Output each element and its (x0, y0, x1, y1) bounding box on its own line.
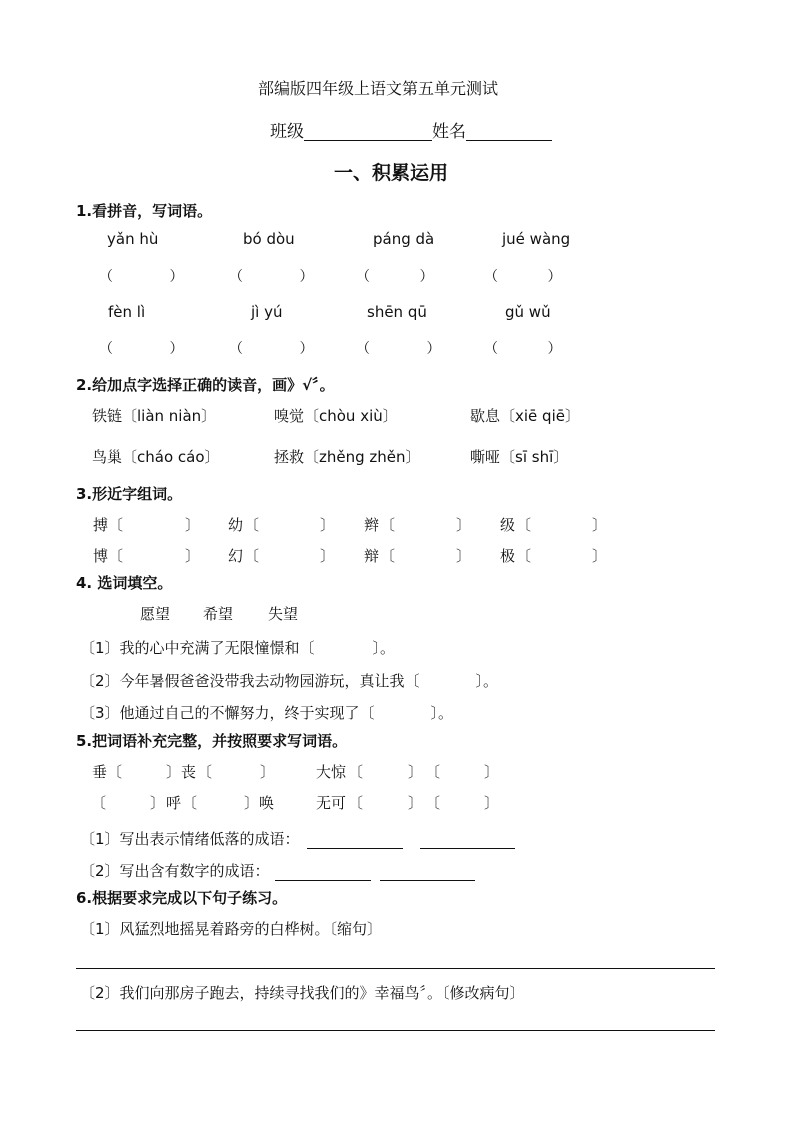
pinyin-7: shēn qū (367, 303, 427, 321)
q3-paren-close: 〕 (592, 516, 608, 534)
q5-word-1: 垂 (92, 763, 108, 781)
q3-paren-close: 〕 (456, 516, 472, 534)
q2-item-5[interactable]: 拯救〔zhěng zhěn〕 (274, 448, 421, 466)
q3-char-2: 幼 (228, 516, 244, 534)
q3-char-7: 辩 (364, 547, 380, 565)
q5-word-5: 唤 (259, 794, 275, 812)
q4-s2-end: 〕。 (475, 672, 499, 690)
q5-paren-open[interactable]: 〔 (348, 794, 364, 812)
q5-paren-close: 〕 (408, 763, 424, 781)
q5-word-2: 丧 (181, 763, 197, 781)
q4-sentence-2 (80, 674, 498, 689)
q4-s1-text: 〔1〕我的心中充满了无限憧憬和〔 (80, 639, 315, 657)
q3-char-1: 搏 (93, 516, 109, 534)
q3-paren-close: 〕 (456, 547, 472, 565)
pinyin-5: fèn lì (108, 303, 146, 321)
q6-sub-1: 〔1〕风猛烈地摇晃着路旁的白桦树。〔缩句〕 (80, 920, 383, 938)
q4-heading: 4. 选词填空。 (76, 574, 173, 592)
q5-sub-2-blank-1[interactable] (275, 880, 371, 881)
q3-paren-open[interactable]: 〔 (108, 516, 124, 534)
answer-box-7[interactable]: （ ） (356, 341, 441, 357)
q3-paren-open[interactable]: 〔 (516, 516, 532, 534)
answer-box-1[interactable]: （ ） (99, 269, 184, 285)
q5-paren-close: 〕 (408, 794, 424, 812)
pinyin-8: gǔ wǔ (505, 303, 551, 321)
q1-heading: 1.看拼音，写词语。 (76, 202, 213, 220)
q5-paren-close: 〕 (260, 763, 276, 781)
name-label: 姓名 (432, 122, 466, 142)
answer-box-8[interactable]: （ ） (484, 341, 562, 357)
q2-item-1[interactable]: 铁链〔liàn niàn〕 (92, 407, 217, 425)
q5-paren-open[interactable]: 〔 (348, 763, 364, 781)
q5-sub-2-blank-2[interactable] (380, 880, 475, 881)
q5-paren-close: 〕 (150, 794, 166, 812)
q5-word-6: 无可 (316, 794, 347, 812)
answer-box-2[interactable]: （ ） (229, 269, 314, 285)
pinyin-3: páng dà (373, 230, 435, 248)
q4-option-1: 愿望 (140, 605, 171, 623)
q5-sub-2: 〔2〕写出含有数字的成语： (80, 862, 270, 880)
q6-answer-line-1[interactable] (76, 968, 715, 969)
q3-paren-close: 〕 (320, 547, 336, 565)
answer-box-5[interactable]: （ ） (99, 341, 184, 357)
q4-sentence-3 (80, 706, 453, 721)
q4-option-3: 失望 (268, 605, 299, 623)
q5-paren-close: 〕 (484, 763, 500, 781)
q5-word-4: 呼 (166, 794, 182, 812)
q3-char-3: 辫 (364, 516, 380, 534)
q3-paren-open[interactable]: 〔 (380, 547, 396, 565)
q4-s3-end: 〕。 (430, 704, 454, 722)
q2-item-4[interactable]: 鸟巢〔cháo cáo〕 (92, 448, 220, 466)
pinyin-6: jì yú (251, 303, 283, 321)
q2-item-3[interactable]: 歇息〔xiē qiē〕 (470, 407, 580, 425)
q3-char-6: 幻 (228, 547, 244, 565)
q5-paren-open[interactable]: 〔 (107, 763, 123, 781)
q2-item-6[interactable]: 嘶哑〔sī shī〕 (470, 448, 569, 466)
q3-paren-open[interactable]: 〔 (244, 547, 260, 565)
q3-paren-open[interactable]: 〔 (380, 516, 396, 534)
q6-sub-2: 〔2〕我们向那房子跑去，持续寻找我们的》幸福鸟〞。〔修改病句〕 (80, 984, 525, 1002)
q5-paren-open[interactable]: 〔 (197, 763, 213, 781)
q5-paren-open[interactable]: 〔 (425, 763, 441, 781)
q2-heading: 2.给加点字选择正确的读音，画》√〞。 (76, 376, 335, 394)
q4-option-2: 希望 (203, 605, 234, 623)
pinyin-2: bó dòu (243, 230, 295, 248)
q4-s1-end: 〕。 (372, 639, 396, 657)
q5-heading: 5.把词语补充完整，并按照要求写词语。 (76, 732, 348, 750)
q5-paren-close: 〕 (484, 794, 500, 812)
section-heading: 一、积累运用 (334, 162, 449, 184)
answer-box-3[interactable]: （ ） (356, 269, 434, 285)
name-blank[interactable] (466, 125, 552, 141)
q3-char-5: 博 (93, 547, 109, 565)
q4-s3-text: 〔3〕他通过自己的不懈努力，终于实现了〔 (80, 704, 375, 722)
q3-paren-close: 〕 (592, 547, 608, 565)
q4-sentence-1 (80, 641, 395, 656)
class-label: 班级 (270, 122, 304, 142)
q3-paren-open[interactable]: 〔 (244, 516, 260, 534)
q4-s2-text: 〔2〕今年暑假爸爸没带我去动物园游玩，真让我〔 (80, 672, 420, 690)
q5-paren-close: 〕 (244, 794, 260, 812)
q6-heading: 6.根据要求完成以下句子练习。 (76, 889, 288, 907)
q5-paren-close: 〕 (166, 763, 182, 781)
q5-paren-open[interactable]: 〔 (182, 794, 198, 812)
q5-paren-open[interactable]: 〔 (91, 794, 107, 812)
pinyin-1: yǎn hù (107, 230, 159, 248)
q2-item-2[interactable]: 嗅觉〔chòu xiù〕 (274, 407, 398, 425)
pinyin-4: jué wàng (502, 230, 571, 248)
class-blank[interactable] (304, 125, 432, 141)
q6-answer-line-2[interactable] (76, 1030, 715, 1031)
q3-paren-close: 〕 (185, 516, 201, 534)
q3-paren-open[interactable]: 〔 (516, 547, 532, 565)
q5-sub-1-blank-1[interactable] (307, 848, 403, 849)
q5-word-3: 大惊 (316, 763, 347, 781)
q5-sub-1: 〔1〕写出表示情绪低落的成语： (80, 830, 300, 848)
q3-heading: 3.形近字组词。 (76, 485, 183, 503)
answer-box-4[interactable]: （ ） (484, 269, 562, 285)
q3-paren-close: 〕 (185, 547, 201, 565)
q3-char-4: 级 (500, 516, 516, 534)
q3-paren-close: 〕 (320, 516, 336, 534)
class-name-line (270, 124, 552, 141)
page-title: 部编版四年级上语文第五单元测试 (258, 79, 499, 98)
q3-char-8: 极 (500, 547, 516, 565)
q3-paren-open[interactable]: 〔 (108, 547, 124, 565)
q5-paren-open[interactable]: 〔 (425, 794, 441, 812)
q5-sub-1-blank-2[interactable] (420, 848, 515, 849)
answer-box-6[interactable]: （ ） (229, 341, 314, 357)
